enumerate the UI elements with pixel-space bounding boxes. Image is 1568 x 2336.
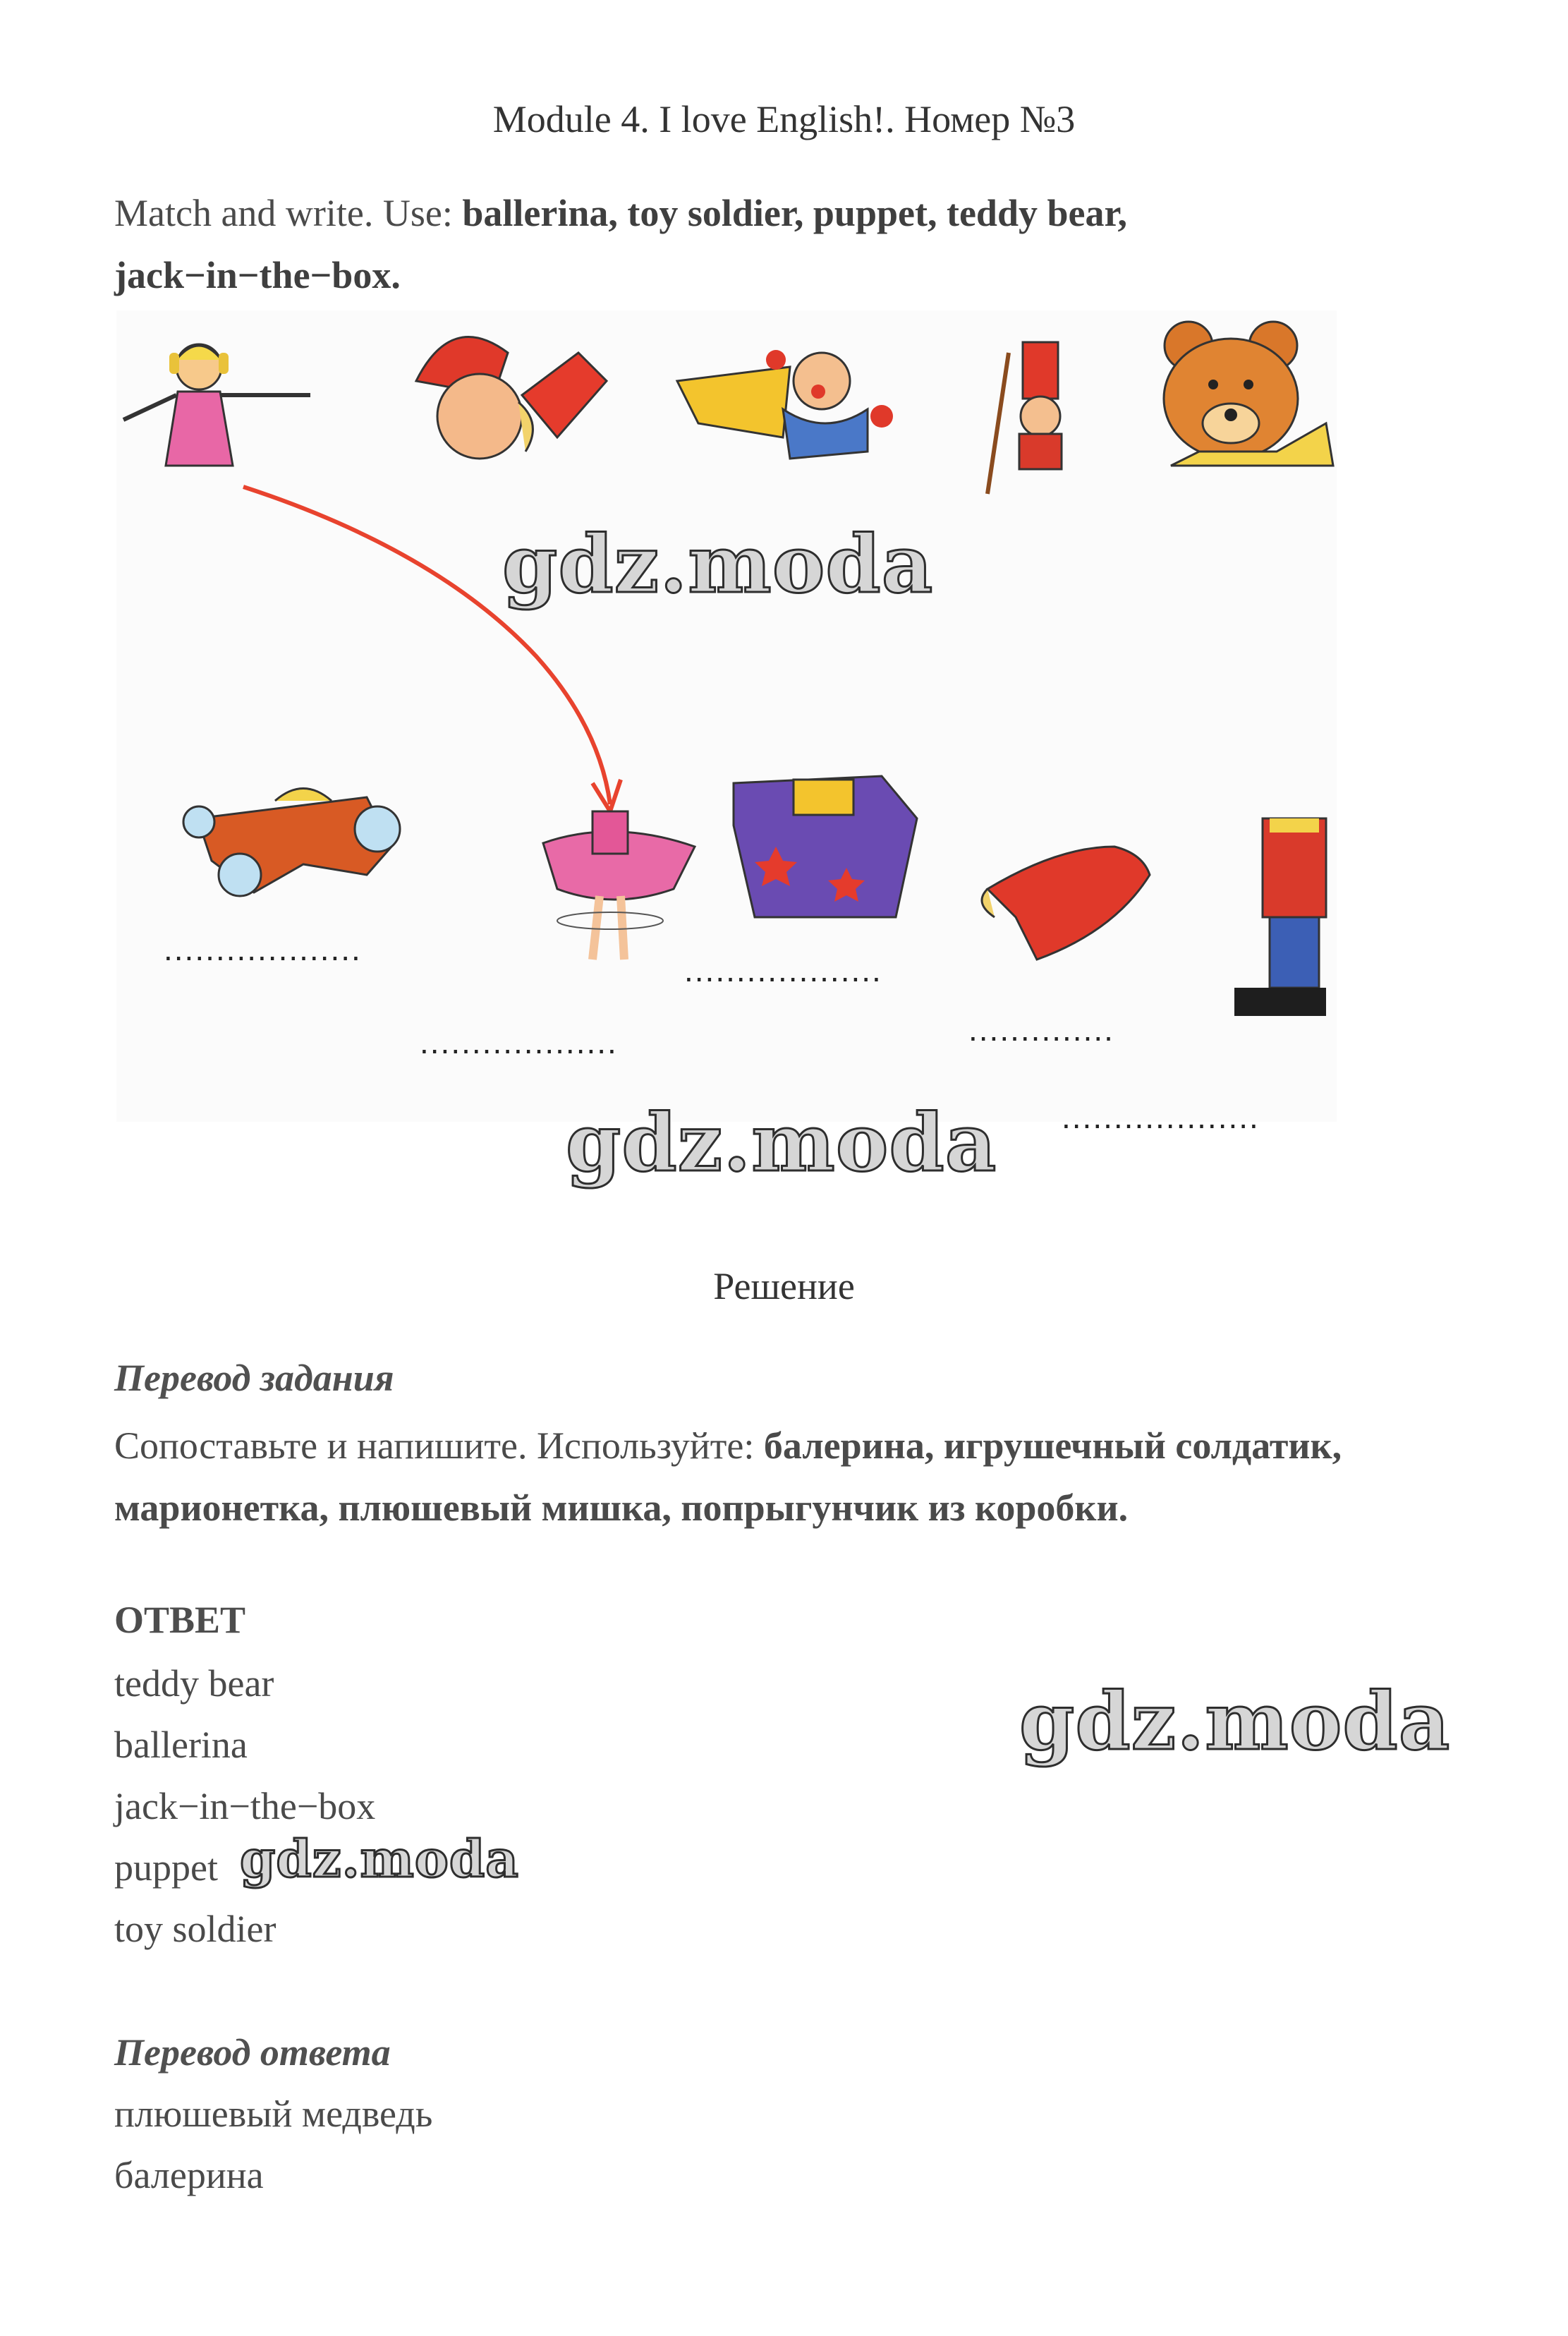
answer-heading: ОТВЕТ [114, 1599, 246, 1641]
answer-line-2: ................... [420, 1024, 618, 1060]
task-translation-prefix: Сопоставьте и напишите. Используйте: [114, 1424, 764, 1467]
task-translation-bold-line1: балерина, игрушечный солдатик, [763, 1424, 1342, 1467]
answer-line-4: .............. [968, 1011, 1114, 1048]
answer-item: toy soldier [114, 1908, 276, 1950]
task-translation-bold-line2: марионетка, плюшевый мишка, попрыгунчик из коробки. [114, 1487, 1129, 1529]
jack-in-the-box-body-picture [734, 776, 917, 917]
page-title: Module 4. I love English!. Номер №3 [492, 98, 1076, 140]
watermark: gdz.moda [1019, 1676, 1451, 1768]
illustration-background [116, 310, 1337, 1122]
watermark: gdz.moda [240, 1829, 519, 1889]
task-prefix: Match and write. Use: [114, 192, 463, 234]
watermark: gdz.moda [502, 519, 934, 611]
answer-translation-item: плюшевый медведь [114, 2093, 433, 2135]
answer-line-5: ................... [1062, 1099, 1260, 1135]
answer-item: teddy bear [114, 1662, 274, 1705]
answer-line-3: ................... [684, 952, 882, 988]
answer-translation-heading: Перевод ответа [114, 2031, 391, 2074]
answer-item: ballerina [114, 1724, 248, 1766]
answer-translation-item: балерина [114, 2154, 264, 2196]
watermark: gdz.moda [566, 1097, 997, 1190]
solution-heading: Решение [713, 1265, 855, 1307]
task-words-line1: ballerina, toy soldier, puppet, teddy bear, [462, 192, 1127, 234]
task-translation [114, 1415, 1342, 1539]
answer-item: jack−in−the−box [114, 1785, 376, 1827]
task-words-line2: jack−in−the−box. [114, 254, 401, 296]
task-translation-heading: Перевод задания [114, 1357, 394, 1399]
answer-line-1: ................... [164, 931, 362, 967]
answer-item: puppet [114, 1846, 218, 1889]
